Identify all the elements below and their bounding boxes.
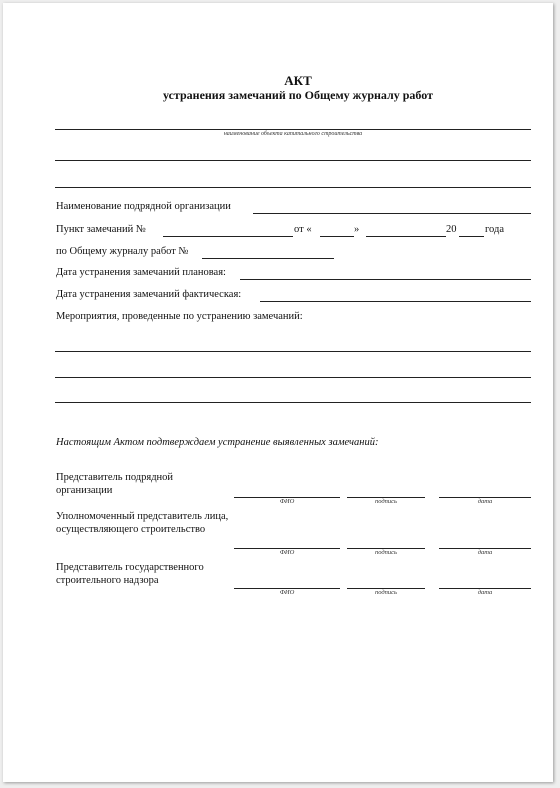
signatory-3-sign-caption: подпись: [374, 589, 398, 596]
signatory-1-date-caption: дата: [477, 498, 493, 505]
year-field[interactable]: [459, 236, 484, 237]
journal-no-label: по Общему журналу работ №: [56, 246, 189, 257]
signatory-3-date-caption: дата: [477, 589, 493, 596]
contractor-org-field[interactable]: [253, 213, 531, 214]
measures-line-2[interactable]: [55, 377, 531, 378]
object-name-line-1[interactable]: [55, 129, 531, 130]
object-caption: наименование объекта капитального строительства: [223, 131, 363, 137]
signatory-1-label: Представитель подрядной организации: [56, 472, 174, 496]
signatory-2-date-caption: дата: [477, 549, 493, 556]
signatory-1-sign-caption: подпись: [374, 498, 398, 505]
remark-item-field[interactable]: [163, 236, 293, 237]
signatory-3-fio-caption: ФИО: [279, 589, 295, 596]
year-prefix: 20: [446, 224, 457, 235]
actual-date-field[interactable]: [260, 301, 531, 302]
signatory-2-label: Уполномоченный представитель лица, осуществляющего строительство: [56, 511, 229, 535]
object-name-line-3[interactable]: [55, 187, 531, 188]
confirmation-text: Настоящим Актом подтверждаем устранение выявленных замечаний:: [56, 437, 379, 448]
month-field[interactable]: [366, 236, 446, 237]
year-suffix: года: [485, 224, 504, 235]
quote-close: »: [354, 224, 360, 235]
signatory-2-sign-caption: подпись: [374, 549, 398, 556]
measures-line-3[interactable]: [55, 402, 531, 403]
actual-date-label: Дата устранения замечаний фактическая:: [56, 289, 242, 300]
from-label: от «: [294, 224, 312, 235]
document-title: АКТ: [284, 73, 312, 88]
object-name-line-2[interactable]: [55, 160, 531, 161]
planned-date-field[interactable]: [240, 279, 531, 280]
measures-label: Мероприятия, проведенные по устранению замечаний:: [56, 311, 303, 322]
document-subtitle: устранения замечаний по Общему журналу работ: [162, 88, 434, 102]
signatory-3-label: Представитель государственного строительного надзора: [56, 562, 204, 586]
day-field[interactable]: [320, 236, 354, 237]
measures-line-1[interactable]: [55, 351, 531, 352]
document-page: [3, 3, 553, 782]
planned-date-label: Дата устранения замечаний плановая:: [56, 267, 226, 278]
signatory-2-fio-caption: ФИО: [279, 549, 295, 556]
signatory-1-fio-caption: ФИО: [279, 498, 295, 505]
remark-item-label: Пункт замечаний №: [56, 224, 146, 235]
contractor-org-label: Наименование подрядной организации: [56, 201, 231, 212]
journal-no-field[interactable]: [202, 258, 334, 259]
